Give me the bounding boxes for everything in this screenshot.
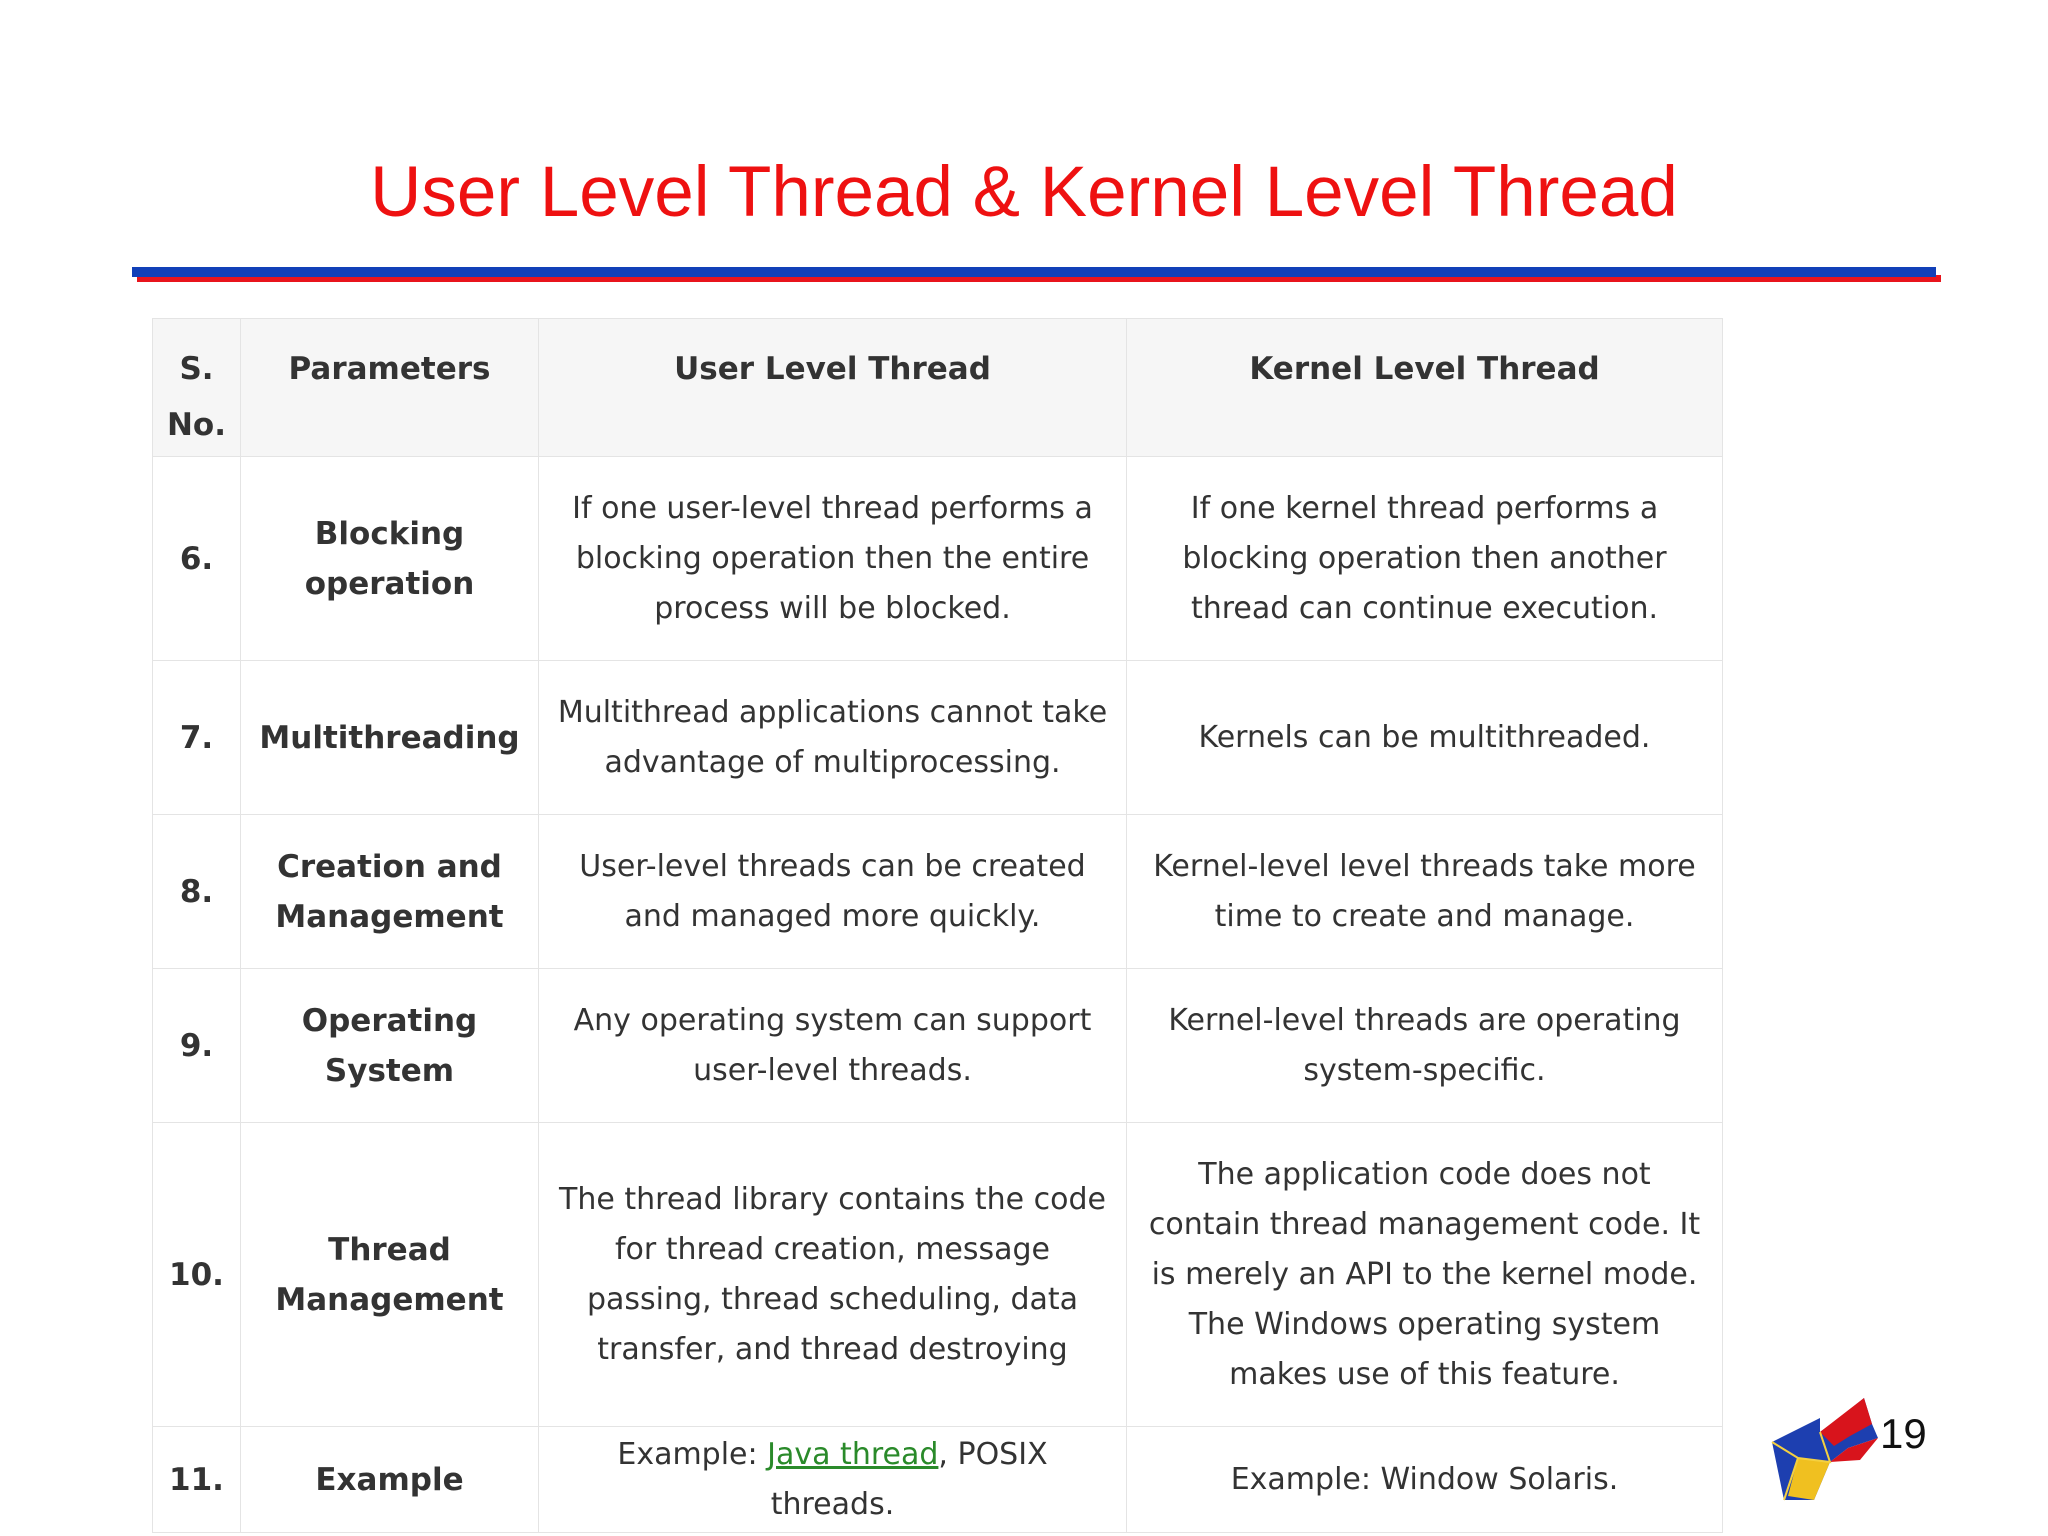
slide-title: User Level Thread & Kernel Level Thread bbox=[370, 153, 1678, 232]
header-kernel-level-thread: Kernel Level Thread bbox=[1127, 319, 1723, 457]
row-user-level: User-level threads can be created and managed more quickly. bbox=[539, 815, 1127, 969]
row-user-level: Any operating system can support user-level threads. bbox=[539, 969, 1127, 1123]
row-kernel-level: Kernel-level threads are operating system-specific. bbox=[1127, 969, 1723, 1123]
row-parameter: Operating System bbox=[241, 969, 539, 1123]
page-number: 19 bbox=[1880, 1410, 1927, 1457]
title-underline-blue bbox=[132, 267, 1936, 277]
table-row bbox=[153, 661, 1723, 815]
comparison-table bbox=[152, 318, 1723, 1533]
header-user-level-thread: User Level Thread bbox=[539, 319, 1127, 457]
row-sno: 11. bbox=[153, 1427, 241, 1533]
row-parameter: Example bbox=[241, 1427, 539, 1533]
row-kernel-level: Kernel-level level threads take more time to create and manage. bbox=[1127, 815, 1723, 969]
row-sno: 10. bbox=[153, 1123, 241, 1427]
row-sno: 8. bbox=[153, 815, 241, 969]
row-parameter: Thread Management bbox=[241, 1123, 539, 1427]
row-kernel-level: Kernels can be multithreaded. bbox=[1127, 661, 1723, 815]
example-suffix: , POSIX threads. bbox=[770, 1436, 1048, 1522]
header-sno: S. No. bbox=[153, 319, 241, 457]
row-parameter: Blocking operation bbox=[241, 457, 539, 661]
row-kernel-level: The application code does not contain thread management code. It is merely an API to the kernel mode. The Windows operating system makes use of this feature. bbox=[1127, 1123, 1723, 1427]
row-sno: 7. bbox=[153, 661, 241, 815]
row-sno: 6. bbox=[153, 457, 241, 661]
row-parameter: Multithreading bbox=[241, 661, 539, 815]
table-row bbox=[153, 1427, 1723, 1533]
row-kernel-level: If one kernel thread performs a blocking operation then another thread can continue execution. bbox=[1127, 457, 1723, 661]
row-user-level: The thread library contains the code for thread creation, message passing, thread scheduling, data transfer, and thread destroying bbox=[539, 1123, 1127, 1427]
table-row bbox=[153, 457, 1723, 661]
table-row bbox=[153, 969, 1723, 1123]
example-prefix: Example: bbox=[617, 1436, 768, 1472]
header-parameters: Parameters bbox=[241, 319, 539, 457]
row-sno: 9. bbox=[153, 969, 241, 1123]
row-user-level bbox=[539, 1427, 1127, 1533]
java-thread-link[interactable]: Java thread bbox=[767, 1436, 939, 1472]
table-header-row bbox=[153, 319, 1723, 457]
table-row bbox=[153, 1123, 1723, 1427]
arrow-logo-icon bbox=[1768, 1396, 1892, 1504]
row-parameter: Creation and Management bbox=[241, 815, 539, 969]
table-row bbox=[153, 815, 1723, 969]
row-kernel-level: Example: Window Solaris. bbox=[1127, 1427, 1723, 1533]
row-user-level: If one user-level thread performs a blocking operation then the entire process will be blocked. bbox=[539, 457, 1127, 661]
row-user-level: Multithread applications cannot take advantage of multiprocessing. bbox=[539, 661, 1127, 815]
